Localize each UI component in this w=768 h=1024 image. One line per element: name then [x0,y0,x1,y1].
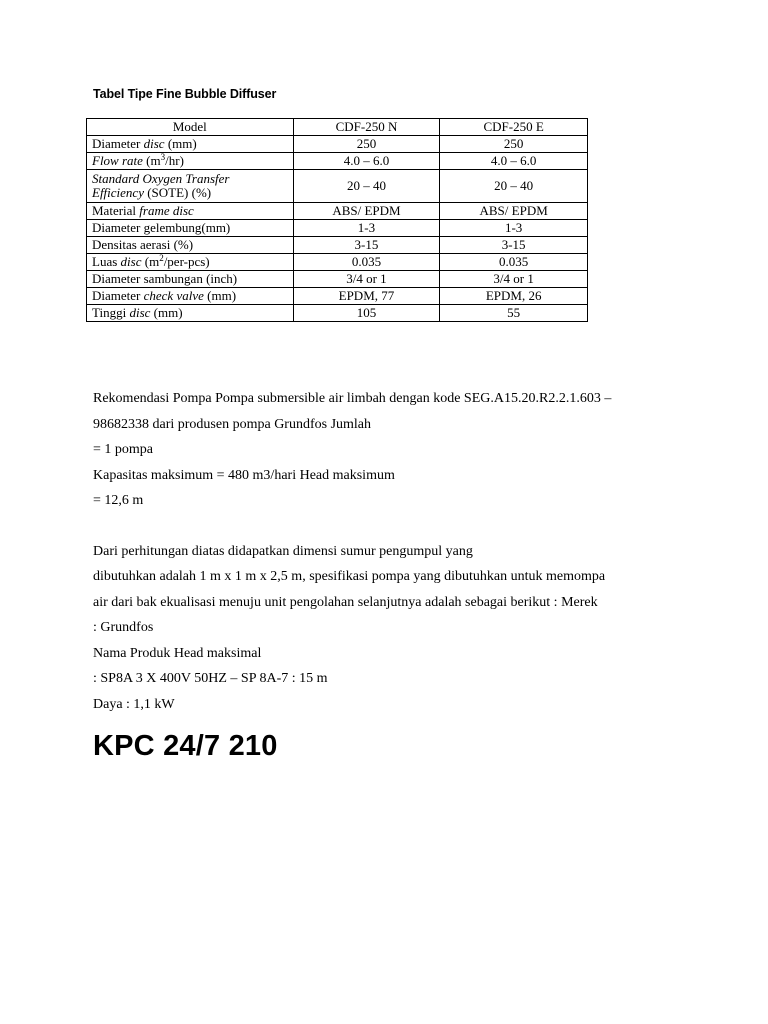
row-label: Standard Oxygen Transfer Efficiency (SOTE) (%) [87,170,294,203]
paragraph-gap [93,514,693,539]
row-label: Tinggi disc (mm) [87,305,294,322]
cell-value: EPDM, 26 [440,288,588,305]
cell-value: 3/4 or 1 [293,271,440,288]
cell-value: 105 [293,305,440,322]
table-row [87,136,588,153]
cell-value: 1-3 [440,220,588,237]
row-label: Flow rate $(m^3/hr)$ [87,153,294,170]
cell-value: 55 [440,305,588,322]
paragraph-line: = 1 pompa [93,442,153,457]
cell-value: ABS/ EPDM [440,203,588,220]
paragraph-line: Daya : 1,1 kW [93,696,175,712]
table-header-cell: Model [87,119,294,136]
cell-value: 3-15 [293,237,440,254]
paragraph-line: dibutuhkan adalah 1 m x 1 m x 2,5 m, spesifikasi pompa yang dibutuhkan untuk memompa [93,569,606,584]
table-row [87,153,588,170]
row-label: Densitas aerasi (%) [87,237,294,254]
table-row [87,254,588,271]
cell-value: ABS/ EPDM [293,203,440,220]
cell-value: 3/4 or 1 [440,271,588,288]
table-header-cell: CDF-250 N [293,119,440,136]
cell-value: 1-3 [293,220,440,237]
cell-value: 250 [293,136,440,153]
table-row [87,271,588,288]
paragraph-line: 98682338 dari produsen pompa Grundfos Jumlah [93,416,372,432]
footer-heading: KPC 24/7 210 [93,730,278,762]
table-row [87,288,588,305]
row-label: Luas disc $(m^2/per-pcs)$ [87,254,294,271]
paragraph-line: Kapasitas maksimum = 480 m3/hari Head maksimum [93,467,395,483]
cell-value: 4.0 – 6.0 [293,153,440,170]
paragraph-line: air dari bak ekualisasi menuju unit pengolahan selanjutnya adalah sebagai berikut : Merek [93,594,598,610]
row-label: Material frame disc [87,203,294,220]
row-label: Diameter gelembung(mm) [87,220,294,237]
row-label: Diameter disc (mm) [87,136,294,153]
table-row [87,305,588,322]
cell-value: 4.0 – 6.0 [440,153,588,170]
paragraph-line: Rekomendasi Pompa Pompa submersible air limbah dengan kode SEG.A15.20.R2.2.1.603 – [93,391,612,406]
cell-value: EPDM, 77 [293,288,440,305]
cell-value: 0.035 [440,254,588,271]
cell-value: 3-15 [440,237,588,254]
cell-value: 0.035 [293,254,440,271]
cell-value: 250 [440,136,588,153]
table-row [87,220,588,237]
paragraph-line: = 12,6 m [93,493,144,508]
cell-value: 20 – 40 [293,170,440,203]
row-label: Diameter check valve (mm) [87,288,294,305]
table-row [87,237,588,254]
diffuser-spec-table [86,118,588,322]
table-header-cell: CDF-250 E [440,119,588,136]
paragraph-line: : SP8A 3 X 400V 50HZ – SP 8A-7 : 15 m [93,671,328,686]
table-row [87,203,588,220]
table-row [87,170,588,203]
table-title: Tabel Tipe Fine Bubble Diffuser [93,87,277,101]
body-text [93,386,693,717]
paragraph-line: : Grundfos [93,620,154,635]
table-header-row [87,119,588,136]
cell-value: 20 – 40 [440,170,588,203]
paragraph-line: Dari perhitungan diatas didapatkan dimensi sumur pengumpul yang [93,543,473,559]
paragraph-line: Nama Produk Head maksimal [93,645,262,661]
row-label: Diameter sambungan (inch) [87,271,294,288]
